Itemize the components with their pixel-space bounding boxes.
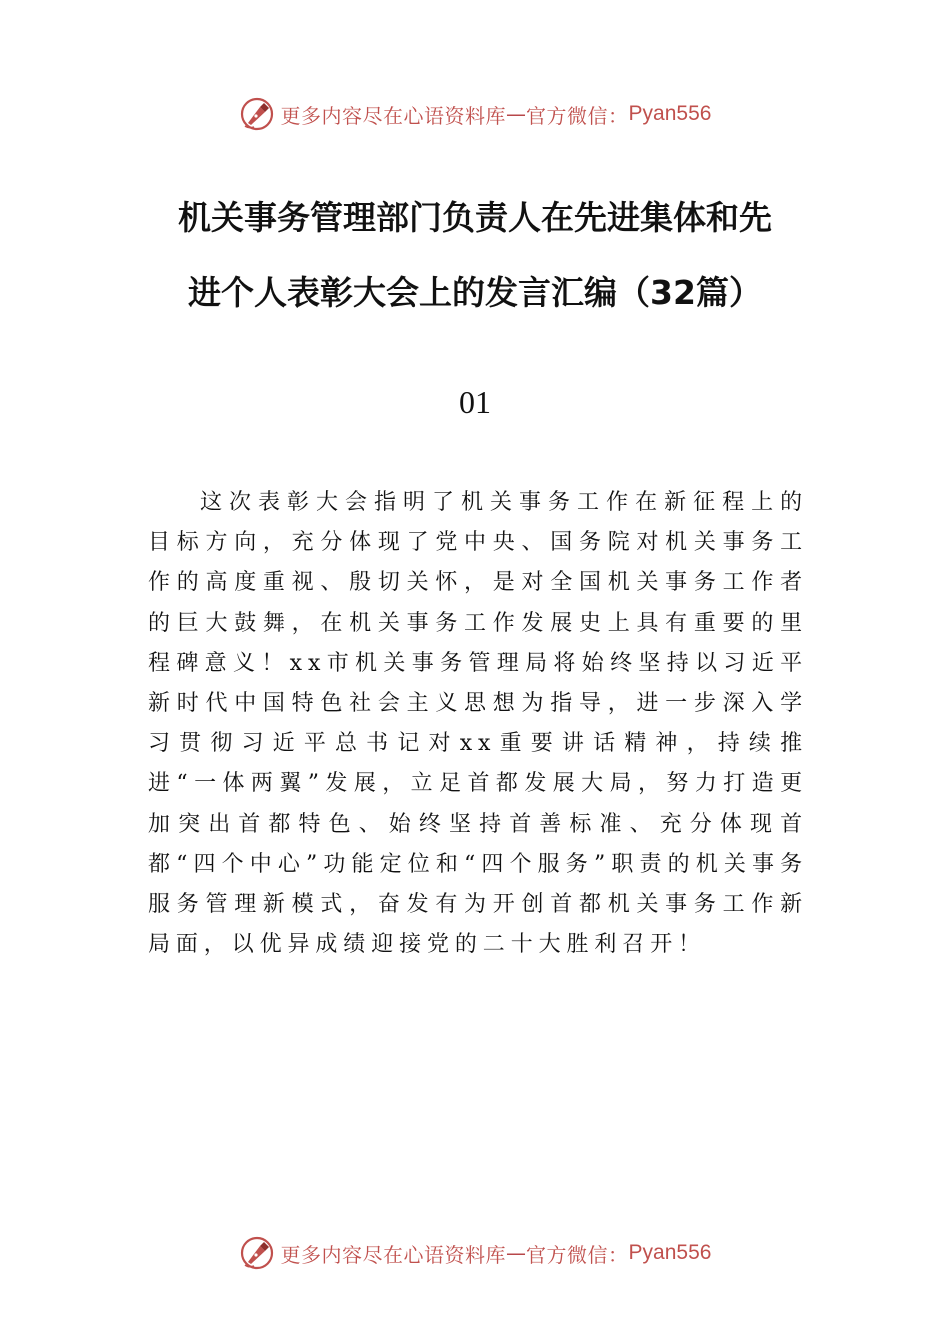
body-paragraph: 这次表彰大会指明了机关事务工作在新征程上的目标方向，充分体现了党中央、国务院对机关事务工作的高度重视、殷切关怀，是对全国机关事务工作者的巨大鼓舞，在机关事务工作发展史上具有重要的里程碑意义！xx市机关事务管理局将始终坚持以习近平新时代中国特色社会主义思想为指导，进一步深入学习贯彻习近平总书记对xx重要讲话精神，持续推进“一体两翼”发展，立足首都发展大局，努力打造更加突出首都特色、始终坚持首善标准、充分体现首都“四个中心”功能定位和“四个服务”职责的机关事务服务管理新模式，奋发有为开创首都机关事务工作新局面，以优异成绩迎接党的二十大胜利召开！ — [148, 490, 808, 958]
section-number: 01 — [459, 384, 491, 420]
banner-label: 官方微信： — [526, 103, 629, 128]
banner-label: 官方微信： — [526, 1242, 629, 1267]
banner-dash: — — [506, 102, 527, 126]
banner-slogan: 更多内容尽在心语资料库 — [280, 103, 507, 128]
pen-nib-logo-icon — [239, 96, 275, 132]
pen-nib-logo-icon — [239, 1235, 275, 1271]
header-banner — [0, 94, 950, 134]
banner-account: Pyan556 — [628, 1241, 712, 1264]
banner-slogan: 更多内容尽在心语资料库 — [280, 1242, 507, 1267]
banner-dash: — — [506, 1241, 527, 1265]
footer-banner — [0, 1233, 950, 1273]
document-title-line-1: 机关事务管理部门负责人在先进集体和先 — [178, 198, 772, 237]
banner-account: Pyan556 — [628, 102, 712, 125]
document-title-line-2: 进个人表彰大会上的发言汇编（32篇） — [188, 273, 762, 312]
